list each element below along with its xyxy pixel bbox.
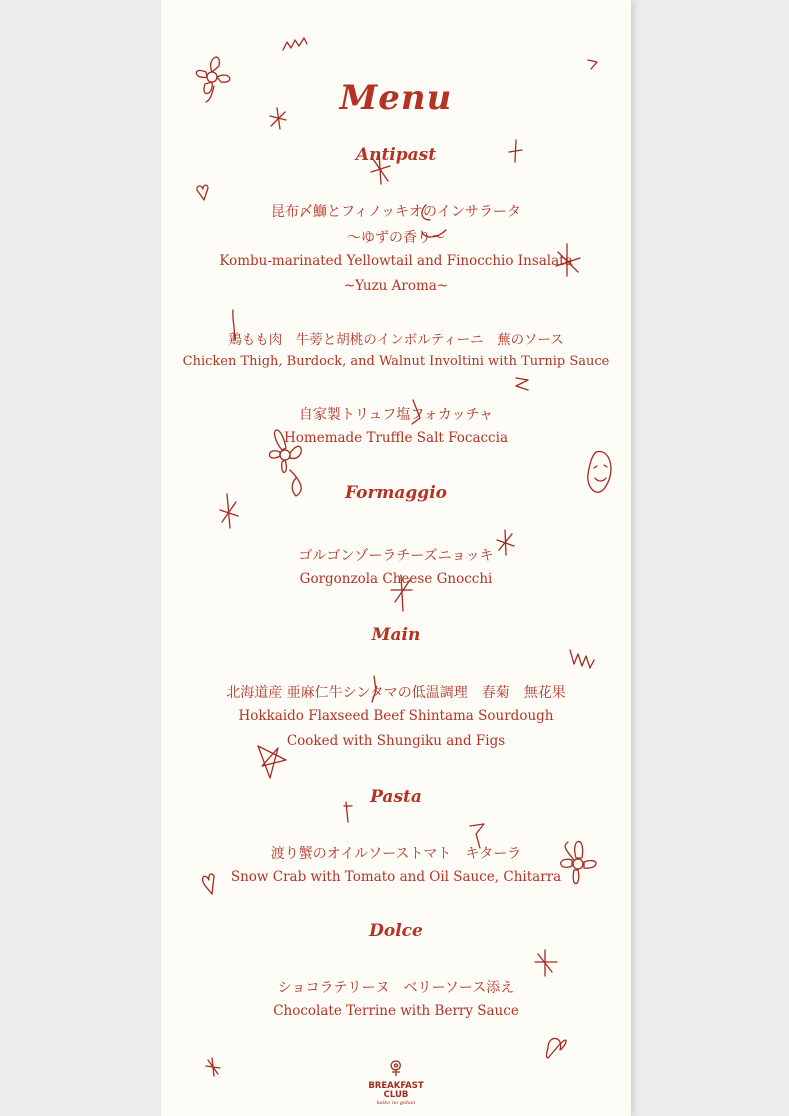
star-doodle-icon — [220, 494, 238, 528]
squiggle-doodle-icon — [283, 38, 307, 50]
star-doodle-icon — [258, 746, 286, 778]
star-doodle-icon — [371, 153, 390, 184]
logo-name-line1: BREAKFAST — [368, 1081, 424, 1091]
item-5-japanese: 北海道産 亜麻仁牛シンタマの低温調理 春菊 無花果 — [226, 685, 566, 701]
flower-doodle-icon — [561, 841, 596, 883]
star-doodle-icon — [206, 1058, 220, 1076]
heart-doodle-icon — [547, 1038, 567, 1058]
heart-doodle-icon — [197, 185, 208, 200]
item-7-english: Chocolate Terrine with Berry Sauce — [273, 1003, 519, 1019]
section-formaggio: Formaggio — [344, 483, 447, 503]
squiggle-doodle-icon — [470, 824, 484, 848]
item-4-japanese: ゴルゴンゾーラチーズニョッキ — [298, 548, 494, 564]
item-7-japanese: ショコラテリーヌ ベリーソース添え — [277, 980, 515, 996]
item-2-japanese: 鶏もも肉 牛蒡と胡桃のインボルティーニ 蕪のソース — [228, 332, 564, 348]
star-doodle-icon — [535, 950, 557, 976]
squiggle-doodle-icon — [570, 650, 594, 668]
smiley-doodle-icon — [588, 452, 611, 493]
star-doodle-icon — [509, 140, 522, 162]
item-1-japanese-sub: 〜ゆずの香り〜 — [347, 230, 445, 246]
menu-title: Menu — [339, 78, 453, 118]
logo-name-line2: CLUB — [383, 1090, 409, 1100]
item-1-english: Kombu-marinated Yellowtail and Finocchio Insalata — [219, 253, 573, 269]
item-1-english-sub: ~Yuzu Aroma~ — [343, 278, 449, 294]
star-doodle-icon — [497, 530, 514, 555]
flower-doodle-icon — [270, 430, 302, 496]
item-4-english: Gorgonzola Cheese Gnocchi — [299, 571, 493, 587]
item-1-japanese: 昆布〆鰤とフィノッキオのインサラータ — [271, 204, 521, 220]
star-doodle-icon — [556, 244, 580, 276]
item-3-japanese: 自家製トリュフ塩フォカッチャ — [298, 407, 494, 423]
item-6-japanese: 渡り蟹のオイルソーストマト キターラ — [270, 846, 522, 862]
section-antipast: Antipast — [355, 145, 437, 165]
squiggle-doodle-icon — [516, 378, 528, 390]
heart-doodle-icon — [203, 874, 214, 894]
item-5-english-sub: Cooked with Shungiku and Figs — [286, 733, 506, 749]
squiggle-doodle-icon — [412, 400, 420, 424]
item-5-english: Hokkaido Flaxseed Beef Shintama Sourdough — [238, 708, 554, 724]
squiggle-doodle-icon — [372, 676, 376, 702]
item-3-english: Homemade Truffle Salt Focaccia — [284, 430, 508, 446]
heart-doodle-icon — [344, 802, 352, 822]
item-2-english: Chicken Thigh, Burdock, and Walnut Involtini with Turnip Sauce — [182, 354, 610, 369]
logo-tagline: kaiko no gohan — [376, 1100, 416, 1106]
squiggle-doodle-icon — [422, 205, 446, 237]
star-doodle-icon — [588, 60, 597, 69]
item-6-english: Snow Crab with Tomato and Oil Sauce, Chitarra — [230, 869, 562, 885]
squiggle-doodle-icon — [233, 310, 235, 340]
star-doodle-icon — [391, 575, 412, 611]
section-dolce: Dolce — [369, 921, 423, 941]
section-pasta: Pasta — [370, 787, 422, 807]
star-doodle-icon — [270, 108, 286, 129]
flower-doodle-icon — [196, 57, 229, 102]
section-main: Main — [371, 625, 421, 645]
